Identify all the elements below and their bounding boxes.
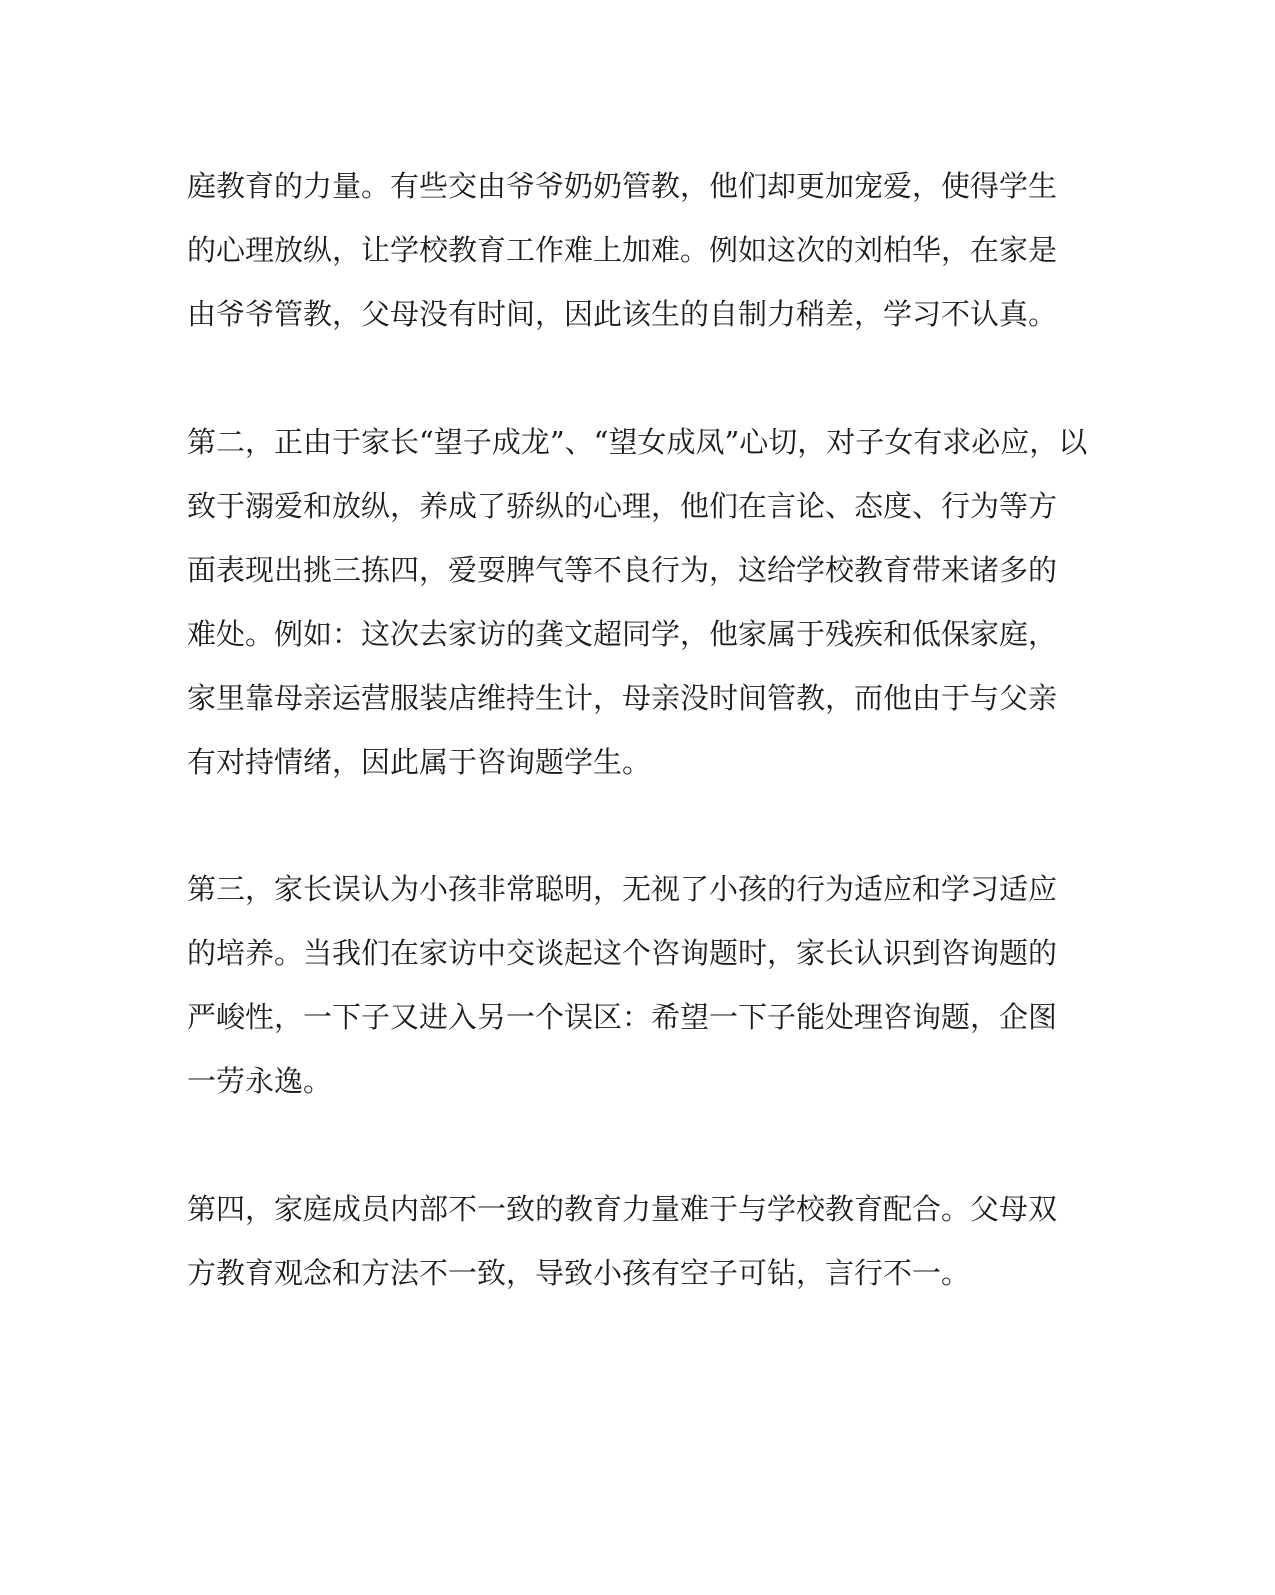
- paragraph-3: [187, 857, 1057, 1113]
- text-line: 致于溺爱和放纵，养成了骄纵的心理，他们在言论、态度、行为等方: [187, 489, 1058, 523]
- text-line: 的培养。当我们在家访中交谈起这个咨询题时，家长认识到咨询题的: [187, 936, 1058, 970]
- text-line: 由爷爷管教，父母没有时间，因此该生的自制力稍差，学习不认真。: [187, 297, 1058, 331]
- text-line: 难处。例如：这次去家访的龚文超同学，他家属于残疾和低保家庭，: [187, 617, 1058, 651]
- text-line: 面表现出挑三拣四，爱耍脾气等不良行为，这给学校教育带来诸多的: [187, 553, 1058, 587]
- paragraph-2: [187, 410, 1087, 794]
- paragraph-4: [187, 1177, 1057, 1305]
- paragraph-1: [187, 154, 1057, 346]
- text-line: 第二，正由于家长“望子成龙”、“望女成凤”心切，对子女有求必应，以: [187, 425, 1088, 459]
- text-line: 第三，家长误认为小孩非常聪明，无视了小孩的行为适应和学习适应: [187, 872, 1058, 906]
- text-line: 严峻性，一下子又进入另一个误区：希望一下子能处理咨询题，企图: [187, 1000, 1058, 1034]
- text-line: 第四，家庭成员内部不一致的教育力量难于与学校教育配合。父母双: [187, 1192, 1058, 1226]
- text-line: 的心理放纵，让学校教育工作难上加难。例如这次的刘柏华，在家是: [187, 233, 1058, 267]
- text-line: 家里靠母亲运营服装店维持生计，母亲没时间管教，而他由于与父亲: [187, 681, 1058, 715]
- text-line: 方教育观念和方法不一致，导致小孩有空子可钻，言行不一。: [187, 1256, 971, 1290]
- text-line: 庭教育的力量。有些交由爷爷奶奶管教，他们却更加宠爱，使得学生: [187, 169, 1058, 203]
- text-line: 有对持情绪，因此属于咨询题学生。: [187, 745, 652, 779]
- text-line: 一劳永逸。: [187, 1064, 333, 1098]
